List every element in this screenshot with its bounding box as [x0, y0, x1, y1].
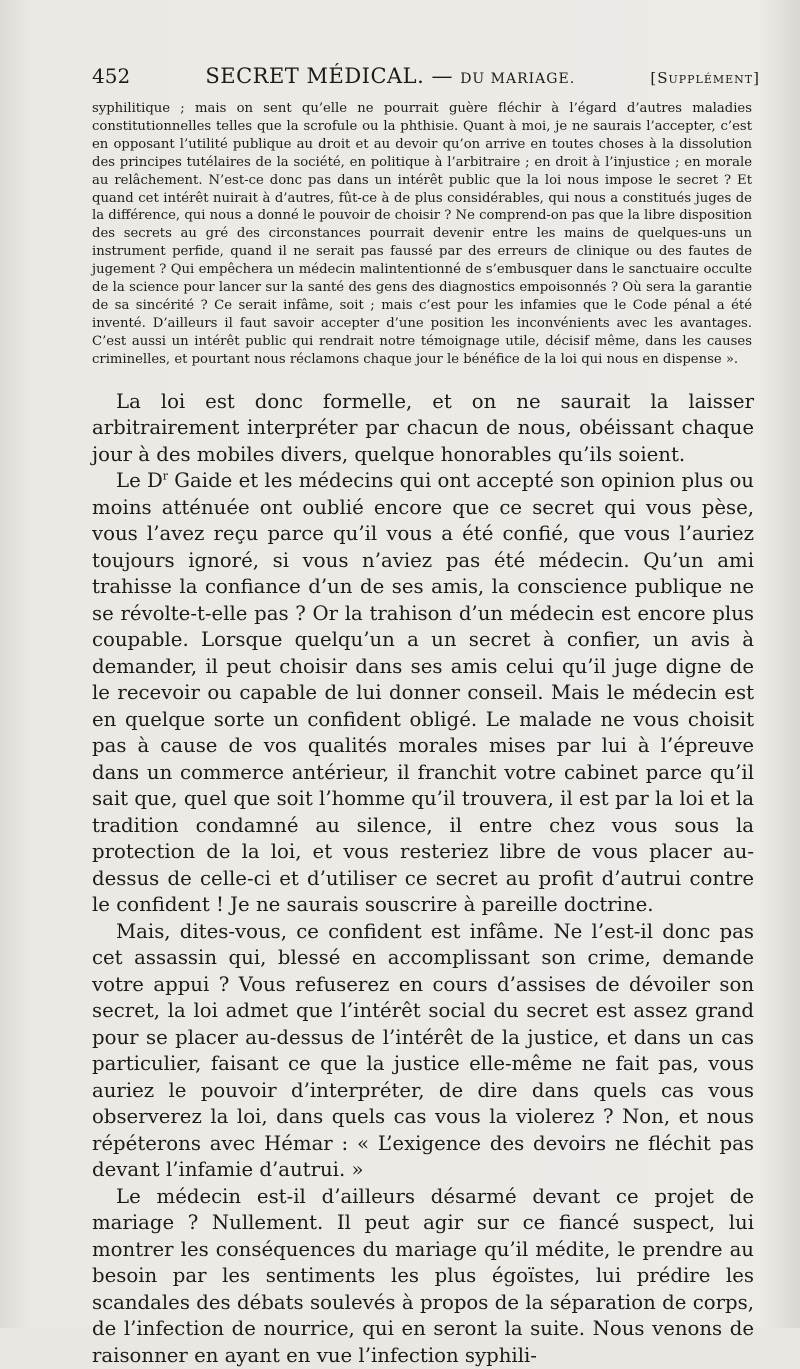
paragraph-2-rest: Gaide et les médecins qui ont accepté son opinion plus ou moins atténuée ont oublié encore que ce secret qui vous pèse, vous l’avez reçu parce qu’il vous a été confié, que vous l’auriez toujours ignoré, si vous n’aviez pas été médecin. Qu’un ami trahisse la confiance d’un de ses amis, la conscience publique ne se révolte-t-elle pas ? Or la trahison d’un médecin est encore plus coupable. Lorsque quelqu’un a un secret à confier, un avis à demander, il peut choisir dans ses amis celui qu’il juge digne de le recevoir ou capable de lui donner conseil. Mais le médecin est en quelque sorte un confident obligé. Le malade ne vous choisit pas à cause de vos qualités morales mises par lui à l’épreuve dans un commerce antérieur, il franchit votre cabinet parce qu’il sait que, quel que soit l’homme qu’il trouvera, il est par la loi et la tradition condamné au silence, il entre chez vous sous la protection de la loi, et vous resteriez libre de vous placer au-dessus de celle-ci et d’utiliser ce secret au profit d’autrui contre le confident ! Je ne saurais souscrire à pareille doctrine.	[92, 469, 754, 917]
paragraph-2-sup: r	[162, 469, 169, 483]
paragraph-4: Le médecin est-il d’ailleurs désarmé devant ce projet de mariage ? Nullement. Il peut agir sur ce fiancé suspect, lui montrer les conséquences du mariage qu’il médite, le prendre au besoin par les sentiments les plus égoïstes, lui prédire les scandales des débats soulevés à propos de la séparation de corps, de l’infection de nourrice, qui en seront la suite. Nous venons de raisonner en ayant en vue l’infection syphili-	[92, 1184, 754, 1367]
page-number: 452	[92, 64, 131, 88]
running-title-dash: —	[431, 64, 453, 88]
running-title-main: SECRET MÉDICAL.	[205, 64, 425, 88]
running-title	[205, 64, 575, 88]
paragraph-1: La loi est donc formelle, et on ne saurait la laisser arbitrairement interpréter par chacun de nous, obéissant chaque jour à des mobiles divers, quelque honorables qu’ils soient.	[92, 389, 754, 466]
running-title-sub: DU MARIAGE.	[460, 71, 576, 87]
paragraph-2-lead: Le D	[116, 469, 163, 493]
paragraph-2	[92, 468, 754, 919]
paragraph-3: Mais, dites-vous, ce confident est infâme. Ne l’est-il donc pas cet assassin qui, blessé en accomplissant son crime, demande votre appui ? Vous refuserez en cours d’assises de dévoiler son secret, la loi admet que l’intérêt social du secret est assez grand pour se placer au-dessus de l’intérêt de la justice, et dans un cas particulier, faisant ce que la justice elle-même ne fait pas, vous auriez le pouvoir d’interpréter, de dire dans quels cas vous observerez la loi, dans quels cas vous la violerez ? Non, et nous répéterons avec Hémar : « L’exigence des devoirs ne fléchit pas devant l’infamie d’autrui. »	[92, 919, 754, 1182]
page-header	[92, 64, 760, 88]
section-label: [Supplément]	[650, 69, 760, 87]
quoted-passage: syphilitique ; mais on sent qu’elle ne pourrait guère fléchir à l’égard d’autres maladies constitutionnelles telles que la scrofule ou la phthisie. Quant à moi, je ne saurais l’accepter, c’est en opposant l’utilité publique au droit et au devoir qu’on arrive en toutes choses à la dissolution des principes tutélaires de la société, en politique à l’arbitraire ; en droit à l’injustice ; en morale au relâchement. N’est-ce donc pas dans un intérêt public que la loi nous impose le secret ? Et quand cet intérêt nuirait à d’autres, fût-ce à de plus considérables, qui nous a constitués juges de la différence, qui nous a donné le pouvoir de choisir ? Ne comprend-on pas que la libre disposition des secrets au gré des circonstances pourrait devenir entre les mains de quelques-uns un instrument perfide, quand il ne serait pas faussé par des erreurs de clinique ou des fautes de jugement ? Qui empêchera un médecin malintentionné de s’embusquer dans le sanctuaire occulte de la science pour lancer sur la santé des gens des diagnostics empoisonnés ? Où sera la garantie de sa sincérité ? Ce serait infâme, soit ; mais c’est pour les infamies que le Code pénal a été inventé. D’ailleurs il faut savoir accepter d’une position les inconvénients avec les avantages. C’est aussi un intérêt public qui rendrait notre témoignage utile, décisif même, dans les causes criminelles, et pourtant nous réclamons chaque jour le bénéfice de la loi qui nous en dispense ».	[92, 101, 752, 367]
body-text	[92, 389, 754, 1369]
